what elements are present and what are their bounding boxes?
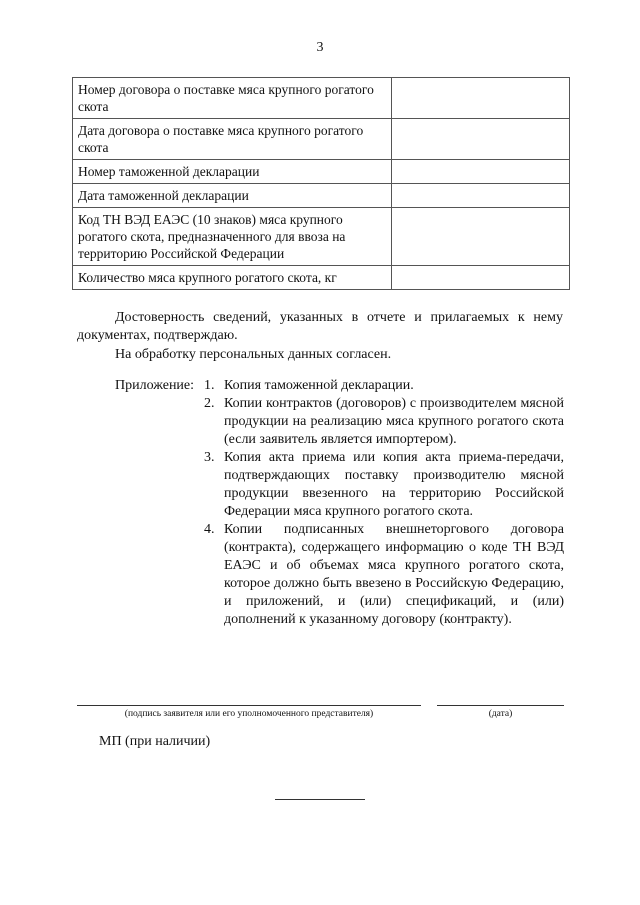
attachment-text: Копии контрактов (договоров) с производителем мясной продукции на реализацию мяса крупного рогатого скота (если заявитель является импортером). bbox=[224, 396, 564, 447]
row-value-contract-number[interactable] bbox=[392, 78, 570, 119]
signature-line[interactable] bbox=[77, 705, 421, 706]
row-value-quantity[interactable] bbox=[392, 266, 570, 290]
row-value-customs-number[interactable] bbox=[392, 160, 570, 184]
footer-divider bbox=[275, 799, 365, 800]
row-label-contract-date: Дата договора о поставке мяса крупного рогатого скота bbox=[73, 119, 392, 160]
list-item bbox=[204, 377, 564, 395]
list-item bbox=[204, 395, 564, 449]
attachments-list bbox=[204, 377, 564, 629]
table-row bbox=[73, 119, 570, 160]
attachments-label: Приложение: bbox=[115, 378, 195, 393]
table-row bbox=[73, 78, 570, 119]
attachment-number: 4. bbox=[204, 522, 215, 537]
attachment-text: Копия акта приема или копия акта приема-передачи, подтверждающих поставку производителю мясной продукции ввезенного на территорию Российской Федерации мяса крупного рогатого скота. bbox=[224, 450, 564, 519]
row-label-tnved-code: Код ТН ВЭД ЕАЭС (10 знаков) мяса крупного рогатого скота, предназначенного для ввоза на территорию Российской Федерации bbox=[73, 208, 392, 266]
row-value-customs-date[interactable] bbox=[392, 184, 570, 208]
row-label-customs-number: Номер таможенной декларации bbox=[73, 160, 392, 184]
attachment-text: Копия таможенной декларации. bbox=[224, 378, 414, 393]
signature-caption: (подпись заявителя или его уполномоченного представителя) bbox=[124, 709, 374, 719]
confirmation-text: Достоверность сведений, указанных в отчете и прилагаемых к нему документах, подтверждаю. bbox=[77, 310, 563, 343]
attachment-number: 3. bbox=[204, 450, 215, 465]
row-label-customs-date: Дата таможенной декларации bbox=[73, 184, 392, 208]
table-row bbox=[73, 266, 570, 290]
attachment-number: 2. bbox=[204, 396, 215, 411]
row-value-contract-date[interactable] bbox=[392, 119, 570, 160]
row-label-quantity: Количество мяса крупного рогатого скота, кг bbox=[73, 266, 392, 290]
table-row bbox=[73, 184, 570, 208]
attachment-number: 1. bbox=[204, 378, 215, 393]
table-row bbox=[73, 160, 570, 184]
page-number: 3 bbox=[316, 40, 324, 55]
consent-text: На обработку персональных данных согласен. bbox=[115, 347, 392, 362]
row-label-contract-number: Номер договора о поставке мяса крупного рогатого скота bbox=[73, 78, 392, 119]
table-row bbox=[73, 208, 570, 266]
date-line[interactable] bbox=[437, 705, 564, 706]
date-caption: (дата) bbox=[488, 709, 513, 719]
declaration-table bbox=[72, 77, 570, 290]
list-item bbox=[204, 449, 564, 521]
seal-label: МП (при наличии) bbox=[99, 734, 211, 749]
attachment-text: Копии подписанных внешнеторгового договора (контракта), содержащего информацию о коде ТН ВЭД ЕАЭС и об объемах мяса крупного рогатого скота, которое должно быть ввезено в Российскую Федерацию, и приложений, и (или) спецификаций, и (или) дополнений к указанному договору (контракту). bbox=[224, 522, 564, 627]
list-item bbox=[204, 521, 564, 629]
row-value-tnved-code[interactable] bbox=[392, 208, 570, 266]
